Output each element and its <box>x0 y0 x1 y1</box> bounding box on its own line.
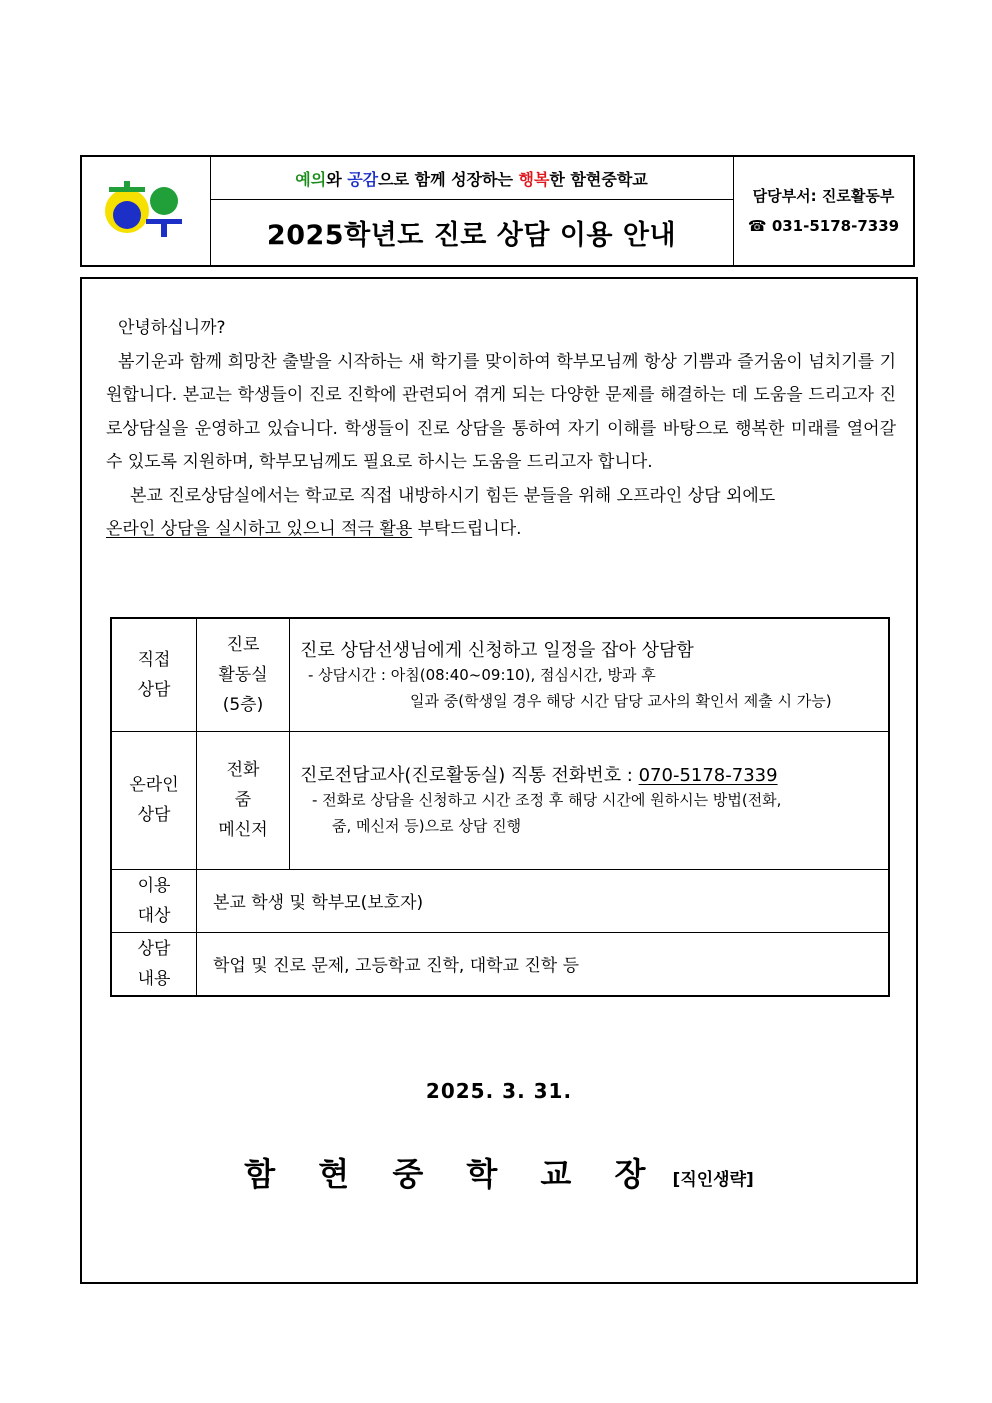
type-cell <box>111 618 197 731</box>
detail-cell <box>290 618 890 731</box>
school-slogan <box>210 157 733 200</box>
letter-text <box>106 312 896 547</box>
label-cell <box>111 869 197 932</box>
detail-note: 줌, 메신저 등)으로 상담 진행 <box>332 817 522 835</box>
school-logo <box>82 157 210 265</box>
detail-main-text: 진로전담교사(진로활동실) 직통 전화번호 : <box>300 765 639 786</box>
place-label: 전화 <box>226 760 260 780</box>
row-label: 상담 <box>137 938 171 959</box>
slogan-text-3: 한 함현중학교 <box>549 169 648 189</box>
place-label: (5층) <box>222 694 264 715</box>
detail-main: 진로 상담선생님에게 신청하고 일정을 잡아 상담함 <box>300 639 694 661</box>
row-label: 이용 <box>137 875 171 896</box>
detail-cell <box>290 731 890 869</box>
detail-note: 일과 중(학생일 경우 해당 시간 담당 교사의 확인서 제출 시 가능) <box>410 691 832 710</box>
type-cell <box>111 731 197 869</box>
paragraph-2-text: 본교 진로상담실에서는 학교로 직접 내방하시기 힘든 분들을 위해 오프라인 상담 외에도 <box>130 485 776 506</box>
header-box <box>80 155 915 267</box>
department-phone: ☎ 031-5178-7339 <box>747 217 900 235</box>
letter-date: 2025. 3. 31. <box>425 1079 573 1103</box>
slogan-word-courtesy: 예의 <box>295 169 327 189</box>
row-label: 대상 <box>137 905 171 926</box>
place-cell <box>197 618 290 731</box>
slogan-text-1: 와 <box>326 169 348 189</box>
department-label: 담당부서: 진로활동부 <box>752 187 895 205</box>
place-cell <box>197 731 290 869</box>
direct-phone-number: 070-5178-7339 <box>638 765 778 786</box>
slogan-text-2: 으로 함께 성장하는 <box>378 169 519 189</box>
paragraph-2-end: 부탁드립니다. <box>412 519 522 539</box>
document-title: 2025학년도 진로 상담 이용 안내 <box>266 220 677 251</box>
type-label: 직접 <box>137 649 171 670</box>
principal-signature: 함 현 중 학 교 장 <box>244 1155 662 1193</box>
signature-line <box>82 1149 916 1195</box>
slogan-word-empathy: 공감 <box>347 169 379 189</box>
type-label: 상담 <box>137 805 171 825</box>
paragraph-1: 봄기운과 함께 희망찬 출발을 시작하는 새 학기를 맞이하여 학부모님께 항상 기쁨과 즐거움이 넘치기를 기원합니다. 본교는 학생들이 진로 진학에 관련되어 겪게 되는 다양한 문제를 해결하는 데 도움을 드리고자 진로상담실을 운영하고 있습니다. 학생들이 진로 상담을 통하여 자기 이해를 바탕으로 행복한 미래를 열어갈 수 있도록 지원하며, 학부모님께도 필요로 하시는 도움을 드리고자 합니다. <box>106 351 896 472</box>
place-label: 메신저 <box>218 820 268 840</box>
table-row-content <box>111 932 889 996</box>
greeting: 안녕하십니까? <box>118 318 226 338</box>
table-row-online <box>111 731 889 869</box>
row-label: 내용 <box>137 968 171 989</box>
detail-note: - 전화로 상담을 신청하고 시간 조정 후 해당 시간에 원하시는 방법(전화, <box>312 791 782 809</box>
place-label: 활동실 <box>218 664 268 685</box>
paragraph-2-emphasis: 온라인 상담을 실시하고 있으니 적극 활용 <box>106 519 413 539</box>
type-label: 온라인 <box>129 775 179 795</box>
paragraph-2 <box>106 480 896 547</box>
slogan-word-happy: 행복 <box>518 169 550 189</box>
value-cell: 학업 및 진로 문제, 고등학교 진학, 대학교 진학 등 <box>197 932 890 996</box>
type-label: 상담 <box>137 679 171 700</box>
value-cell: 본교 학생 및 학부모(보호자) <box>197 869 890 932</box>
stamp-omitted: [직인생략] <box>672 1170 754 1190</box>
counseling-table <box>110 617 890 997</box>
letter-body <box>80 277 918 1284</box>
department-cell <box>734 157 913 265</box>
place-label: 줌 <box>234 790 252 810</box>
table-row-direct <box>111 618 889 731</box>
table-row-target <box>111 869 889 932</box>
label-cell <box>111 932 197 996</box>
detail-note: - 상담시간 : 아침(08:40~09:10), 점심시간, 방과 후 <box>308 665 656 684</box>
detail-main <box>300 761 887 787</box>
place-label: 진로 <box>226 634 260 655</box>
title-cell <box>210 157 734 265</box>
logo-cell <box>82 157 211 265</box>
